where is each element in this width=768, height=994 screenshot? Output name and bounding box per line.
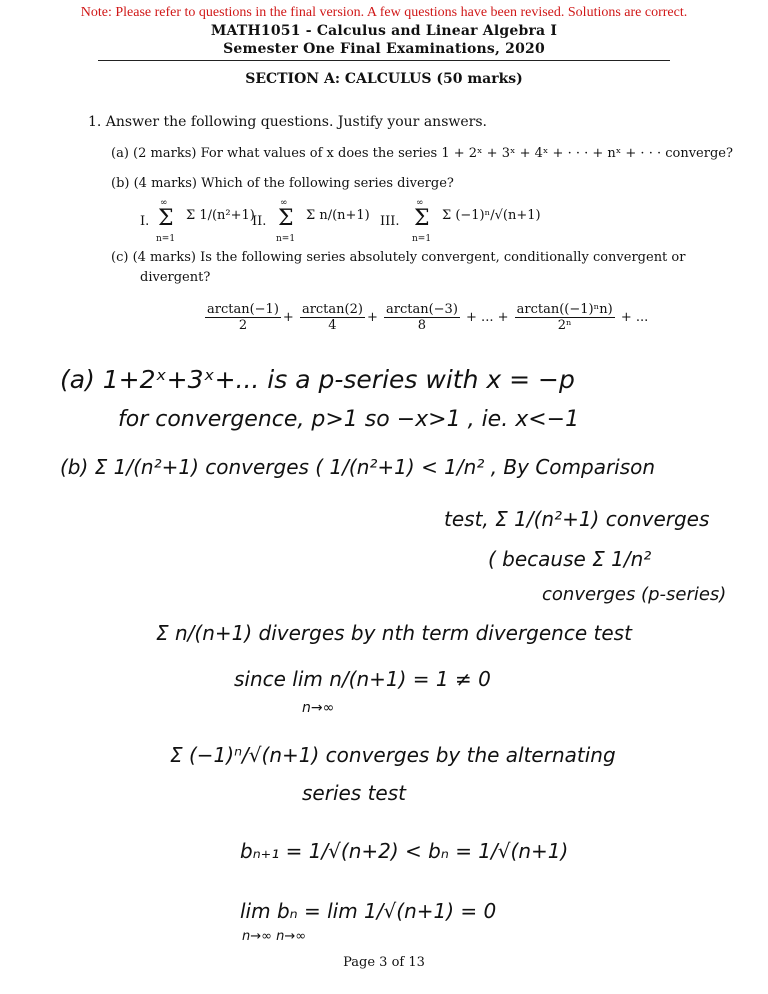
hw-line-12: lim bₙ = lim 1/√(n+1) = 0 xyxy=(240,899,497,923)
term-2: $\frac{\arctan(2)}{4}$ xyxy=(301,302,363,333)
course-title: MATH1051 - Calculus and Linear Algebra I xyxy=(210,23,558,39)
option-iii-sub: n=1 xyxy=(412,234,432,244)
sigma-icon: Σ xyxy=(158,206,174,231)
part-c-text-2: divergent? xyxy=(140,270,211,285)
part-a-marks: (2 marks) xyxy=(133,146,197,161)
page-number: Page 3 of 13 xyxy=(343,955,425,970)
hw-line-12-sub: n→∞ n→∞ xyxy=(242,929,307,944)
series-tail: + ... xyxy=(620,310,649,325)
part-a-text: For what values of x does the series 1 + 2ˣ + 3ˣ + 4ˣ + · · · + nˣ + · · · converge? xyxy=(200,146,733,161)
option-i-sub: n=1 xyxy=(156,234,176,244)
option-ii-label: II. xyxy=(252,214,267,229)
option-i-sup: ∞ xyxy=(160,198,168,208)
hw-line-10: series test xyxy=(302,781,406,805)
option-iii-series: Σ (−1)ⁿ/√(n+1) xyxy=(442,208,541,223)
part-c-text-1: Is the following series absolutely convergent, conditionally convergent or xyxy=(200,250,686,265)
hw-line-6: converges (p-series) xyxy=(542,584,727,605)
term-3: $\frac{\arctan(-3)}{8}$ xyxy=(385,302,458,333)
hw-line-3: (b) Σ 1/(n²+1) converges ( 1/(n²+1) < 1/n² , By Comparison xyxy=(60,455,656,479)
revision-note: Note: Please refer to questions in the final version. A few questions have been revised. Solutions are correct. xyxy=(80,5,688,20)
term-1: $\frac{\arctan(-1)}{2}$ xyxy=(207,302,279,333)
hw-line-11: bₙ₊₁ = 1/√(n+2) < bₙ = 1/√(n+1) xyxy=(240,839,569,863)
sigma-icon: Σ xyxy=(414,206,430,231)
option-ii-series: Σ n/(n+1) xyxy=(306,208,370,223)
part-c-label: (c) xyxy=(111,250,129,265)
term-n: $\frac{\text{arctan((−1)ⁿn)}}{\text{2ⁿ}}$ xyxy=(516,302,613,333)
hw-line-4: test, Σ 1/(n²+1) converges xyxy=(444,507,710,531)
option-iii-label: III. xyxy=(380,214,400,229)
option-i-label: I. xyxy=(140,214,150,229)
hw-line-5: ( because Σ 1/n² xyxy=(488,547,652,571)
sigma-icon: Σ xyxy=(278,206,294,231)
part-c-series: $\frac{\arctan(-1)}{2}$ + $\frac{\arctan(2)}{4}$ + $\frac{\arctan(-3)}{8}$ + ... + $\frac{\text{arctan((−1)ⁿn)}}{\text{2ⁿ}}$ + ... xyxy=(207,302,649,333)
part-c-marks: (4 marks) xyxy=(132,250,196,265)
option-ii-sub: n=1 xyxy=(276,234,296,244)
hw-line-1: (a) 1+2ˣ+3ˣ+... is a p-series with x = −p xyxy=(60,365,575,394)
question-intro: 1. Answer the following questions. Justify your answers. xyxy=(88,114,487,130)
hw-line-8-sub: n→∞ xyxy=(302,700,335,716)
hw-line-7: Σ n/(n+1) diverges by nth term divergence test xyxy=(156,621,632,645)
series-dots: + ... + xyxy=(466,310,509,325)
part-b-marks: (4 marks) xyxy=(133,176,197,191)
section-heading: SECTION A: CALCULUS (50 marks) xyxy=(245,71,523,87)
hw-line-2: for convergence, p>1 so −x>1 , ie. x<−1 xyxy=(118,407,580,432)
option-ii-sup: ∞ xyxy=(280,198,288,208)
part-a-label: (a) xyxy=(111,146,129,161)
option-i-series: Σ 1/(n²+1) xyxy=(186,208,255,223)
exam-title: Semester One Final Examinations, 2020 xyxy=(223,41,545,57)
part-b-text: Which of the following series diverge? xyxy=(201,176,454,191)
part-b-label: (b) xyxy=(111,176,130,191)
hw-line-8: since lim n/(n+1) = 1 ≠ 0 xyxy=(234,667,491,691)
option-iii-sup: ∞ xyxy=(416,198,424,208)
hw-line-9: Σ (−1)ⁿ/√(n+1) converges by the alternating xyxy=(170,743,616,767)
